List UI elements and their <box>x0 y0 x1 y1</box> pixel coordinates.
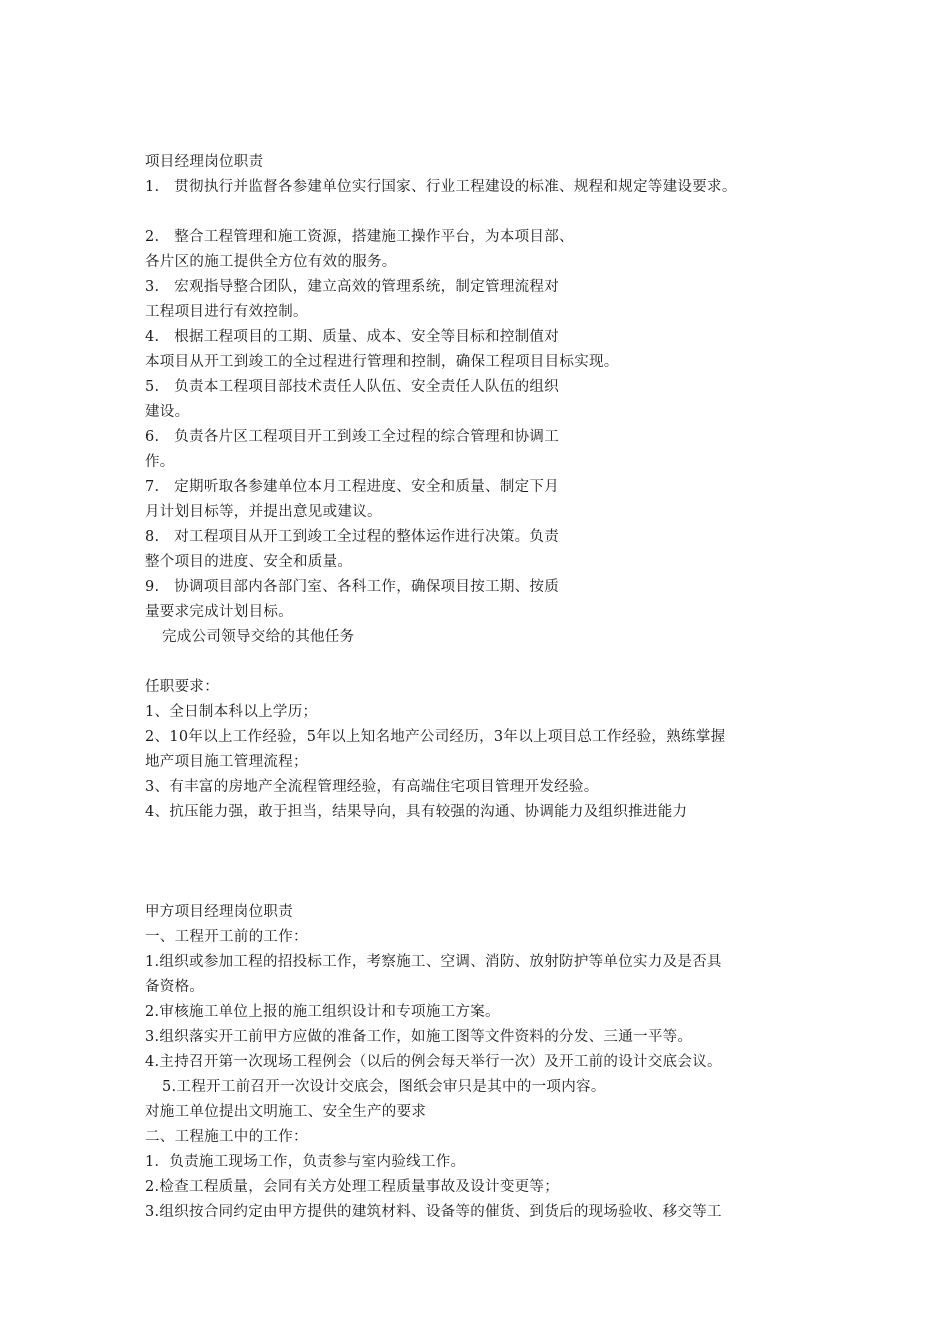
section-title: 项目经理岗位职责 <box>145 154 264 170</box>
duty-line: 各片区的施工提供全方位有效的服务。 <box>145 254 397 270</box>
duty-line: 1.组织或参加工程的招投标工作，考察施工、空调、消防、放射防护等单位实力及是否具 <box>145 954 722 970</box>
duty-line: 完成公司领导交给的其他任务 <box>162 629 355 645</box>
duty-line: 对施工单位提出文明施工、安全生产的要求 <box>145 1104 427 1120</box>
duty-line: 9. 协调项目部内各部门室、各科工作，确保项目按工期、按质 <box>145 579 560 595</box>
duty-line: 4.主持召开第一次现场工程例会（以后的例会每天举行一次）及开工前的设计交底会议。 <box>145 1054 722 1070</box>
requirement-line: 1、全日制本科以上学历； <box>145 704 318 720</box>
duty-line: 3.组织按合同约定由甲方提供的建筑材料、设备等的催货、到货后的现场验收、移交等工 <box>145 1204 722 1220</box>
requirement-line: 2、10年以上工作经验，5年以上知名地产公司经历，3年以上项目总工作经验，熟练掌握 <box>145 729 726 745</box>
duty-line: 7. 定期听取各参建单位本月工程进度、安全和质量、制定下月 <box>145 479 560 495</box>
requirement-line: 3、有丰富的房地产全流程管理经验，有高端住宅项目管理开发经验。 <box>145 779 599 795</box>
duty-line: 工程项目进行有效控制。 <box>145 304 308 320</box>
duty-line: 6. 负责各片区工程项目开工到竣工全过程的综合管理和协调工 <box>145 429 560 445</box>
duty-line: 1. 贯彻执行并监督各参建单位实行国家、行业工程建设的标准、规程和规定等建设要求。 <box>145 179 737 195</box>
duty-line: 备资格。 <box>145 979 205 995</box>
duty-line: 2.检查工程质量，会同有关方处理工程质量事故及设计变更等； <box>145 1179 560 1195</box>
duty-line: 整个项目的进度、安全和质量。 <box>145 554 353 570</box>
requirement-line: 地产项目施工管理流程； <box>145 754 308 770</box>
duty-line: 作。 <box>145 454 175 470</box>
section-title: 甲方项目经理岗位职责 <box>145 904 293 920</box>
duty-line: 4. 根据工程项目的工期、质量、成本、安全等目标和控制值对 <box>145 329 560 345</box>
duty-line: 1．负责施工现场工作，负责参与室内验线工作。 <box>145 1154 466 1170</box>
part-heading: 一、工程开工前的工作： <box>145 929 308 945</box>
requirements-title: 任职要求： <box>145 679 219 695</box>
duty-line: 2. 整合工程管理和施工资源，搭建施工操作平台，为本项目部、 <box>145 229 574 245</box>
duty-line: 3. 宏观指导整合团队，建立高效的管理系统，制定管理流程对 <box>145 279 560 295</box>
duty-line: 本项目从开工到竣工的全过程进行管理和控制，确保工程项目目标实现。 <box>145 354 619 370</box>
duty-line: 3.组织落实开工前甲方应做的准备工作，如施工图等文件资料的分发、三通一平等。 <box>145 1029 693 1045</box>
duty-line: 5.工程开工前召开一次设计交底会，图纸会审只是其中的一项内容。 <box>162 1079 606 1095</box>
requirement-line: 4、抗压能力强，敢于担当，结果导向，具有较强的沟通、协调能力及组织推进能力 <box>145 804 688 820</box>
duty-line: 建设。 <box>145 404 190 420</box>
duty-line: 量要求完成计划目标。 <box>145 604 293 620</box>
duty-line: 5. 负责本工程项目部技术责任人队伍、安全责任人队伍的组织 <box>145 379 560 395</box>
duty-line: 2.审核施工单位上报的施工组织设计和专项施工方案。 <box>145 1004 500 1020</box>
duty-line: 8. 对工程项目从开工到竣工全过程的整体运作进行决策。负责 <box>145 529 560 545</box>
part-heading: 二、工程施工中的工作： <box>145 1129 308 1145</box>
duty-line: 月计划目标等，并提出意见或建议。 <box>145 504 382 520</box>
